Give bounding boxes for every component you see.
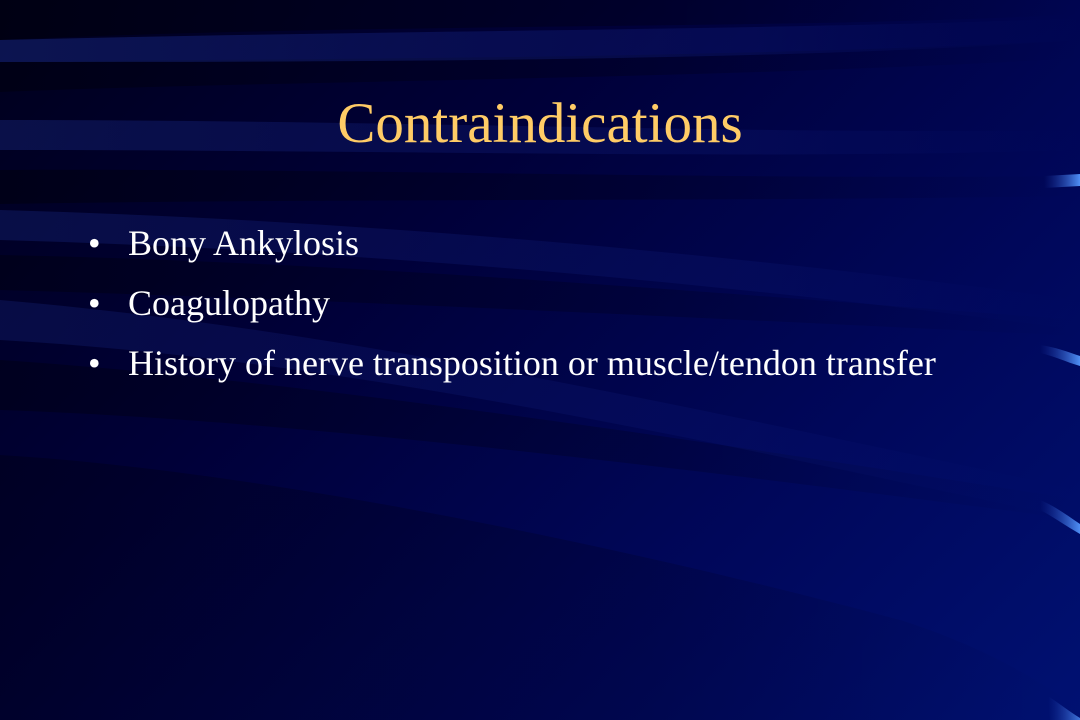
bullet-text: Bony Ankylosis (128, 223, 360, 263)
slide-title: Contraindications (337, 92, 743, 155)
bullet-item (84, 218, 984, 268)
bullet-item (84, 338, 984, 388)
bullet-text: History of nerve transposition or muscle/tendon transfer (128, 343, 936, 383)
bullet-text: Coagulopathy (128, 283, 330, 323)
bullet-item (84, 278, 984, 328)
bullet-dot-icon: • (88, 223, 101, 263)
bullet-list (84, 218, 984, 398)
bullet-dot-icon: • (88, 283, 101, 323)
bullet-dot-icon: • (88, 343, 101, 383)
